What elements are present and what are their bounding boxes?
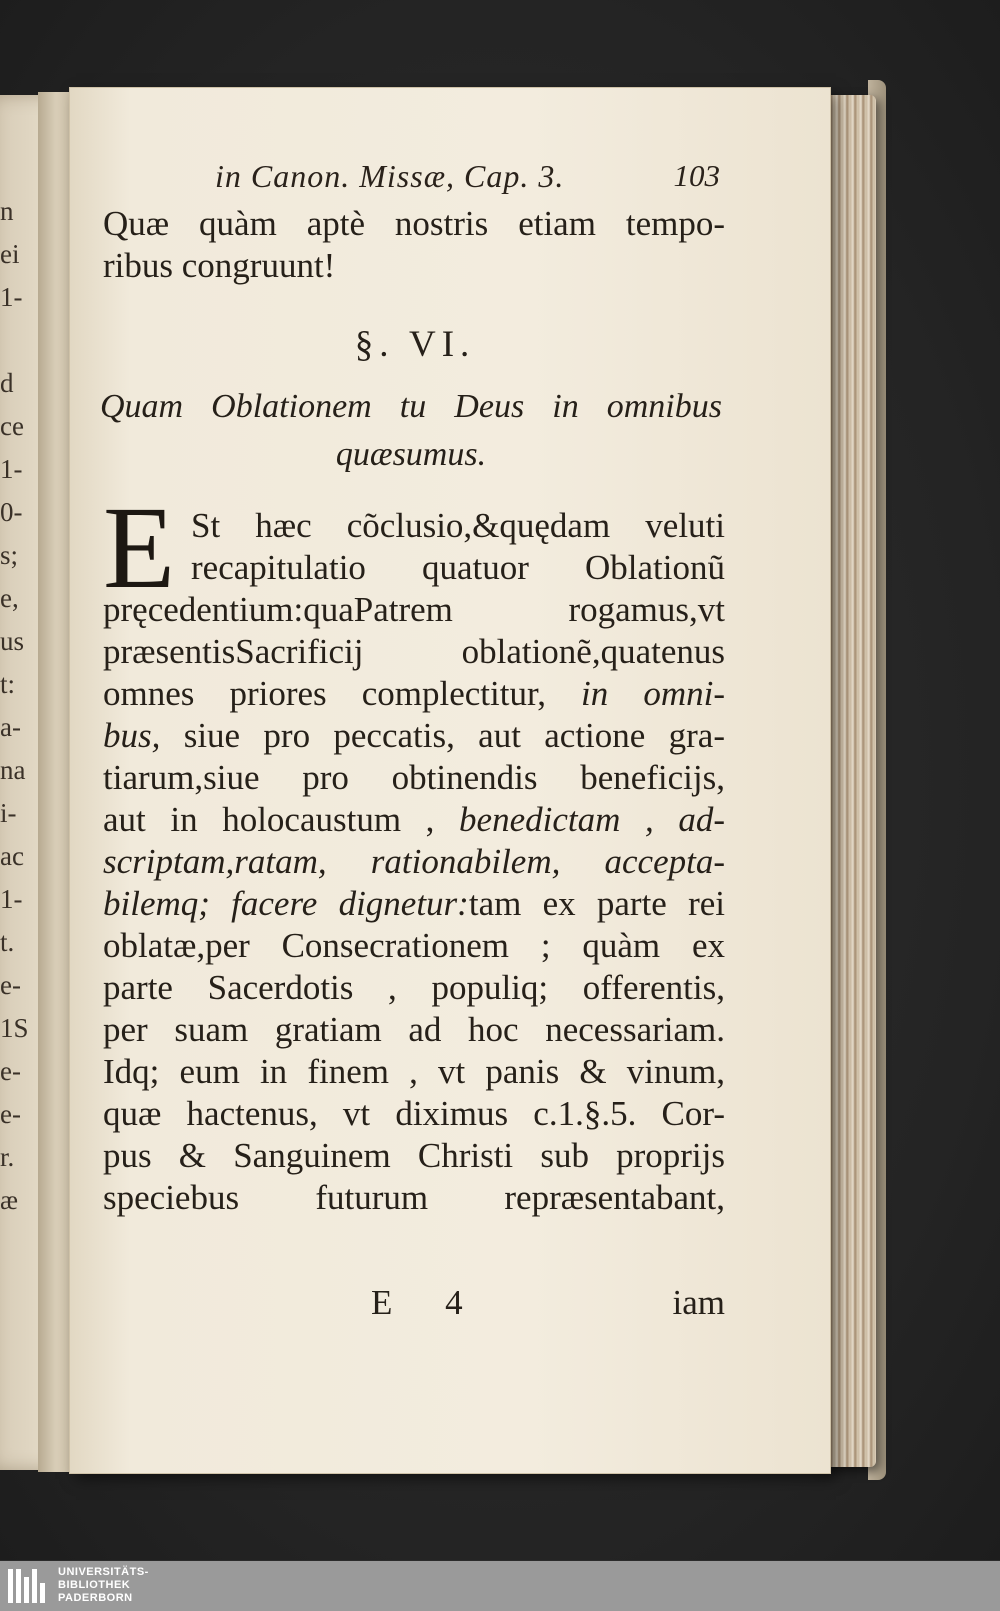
left-fragment: 1- xyxy=(0,884,23,914)
left-fragment: i- xyxy=(0,798,17,828)
text-run-italic: bilemq; facere dignetur: xyxy=(103,884,469,923)
left-fragment: r. xyxy=(0,1142,15,1172)
left-fragment: ei xyxy=(0,239,20,269)
left-fragment: n xyxy=(0,196,14,226)
text-line xyxy=(103,673,725,715)
text-run-italic: benedictam , ad- xyxy=(459,800,725,839)
section-mark: §. VI. xyxy=(354,324,476,365)
logo-line: PADERBORN xyxy=(58,1592,133,1604)
text-line: pręcedentium:quaPatrem rogamus,vt xyxy=(103,590,725,629)
text-line xyxy=(103,883,725,925)
text-run-italic: bus, xyxy=(103,716,161,755)
text-line: præsentisSacrificij oblationẽ,quatenus xyxy=(103,632,725,671)
left-fragment: e- xyxy=(0,1099,21,1129)
text-line: oblatæ,per Consecrationem ; quàm ex xyxy=(103,926,725,965)
body-text xyxy=(103,505,725,1219)
text-run: omnes priores complectitur, xyxy=(103,674,582,713)
left-fragment: ac xyxy=(0,841,24,871)
left-fragment: ce xyxy=(0,411,24,441)
text-line: speciebus futurum repræsentabant, xyxy=(103,1178,725,1217)
running-head: in Canon. Missæ, Cap. 3. xyxy=(215,158,565,194)
left-fragment: e, xyxy=(0,583,19,613)
left-fragment: 1- xyxy=(0,454,23,484)
catchword: iam xyxy=(672,1283,725,1322)
left-fragment: e- xyxy=(0,1056,21,1086)
heading-line: Quam Oblationem tu Deus in omnibus xyxy=(100,388,722,425)
left-fragment: a- xyxy=(0,712,21,742)
text-line: St hæc cõclusio,&quędam veluti xyxy=(191,506,725,545)
text-run-italic: in omni- xyxy=(581,674,725,713)
text-line: Idq; eum in finem , vt panis & vinum, xyxy=(103,1052,725,1091)
left-fragment: 1S xyxy=(0,1013,29,1043)
text-line: quæ hactenus, vt diximus c.1.§.5. Cor- xyxy=(103,1094,725,1133)
page-footer xyxy=(103,1283,725,1327)
heading-line: quæsumus. xyxy=(335,436,487,473)
left-fragment: t: xyxy=(0,669,16,699)
left-fragment: s; xyxy=(0,540,19,570)
left-fragment: na xyxy=(0,755,26,785)
left-fragment xyxy=(0,319,30,362)
text-line: Quæ quàm aptè nostris etiam tempo- xyxy=(103,204,725,243)
text-run: siue pro peccatis, aut actione gra- xyxy=(160,716,725,755)
left-fragment: us xyxy=(0,626,25,656)
page-number: 103 xyxy=(673,158,720,193)
left-fragment: t. xyxy=(0,927,15,957)
left-fragment: 1- xyxy=(0,282,23,312)
text-run: aut in holocaustum , xyxy=(103,800,460,839)
left-fragment: 0- xyxy=(0,497,23,527)
library-banner xyxy=(0,1561,1000,1611)
page-header xyxy=(215,158,720,202)
text-line: tiarum,siue pro obtinendis beneficijs, xyxy=(103,758,725,797)
text-line: parte Sacerdotis , populiq; offerentis, xyxy=(103,968,725,1007)
left-fragment: e- xyxy=(0,970,21,1000)
logo-line: BIBLIOTHEK xyxy=(58,1579,131,1591)
section-heading xyxy=(100,382,722,478)
library-logo-text xyxy=(58,1566,208,1605)
logo-line: UNIVERSITÄTS- xyxy=(58,1566,149,1578)
drop-cap: E xyxy=(103,482,176,613)
signature-mark: E 4 xyxy=(371,1283,485,1322)
left-fragment: æ xyxy=(0,1185,19,1215)
text-line xyxy=(103,715,725,757)
text-run: tam ex parte rei xyxy=(468,884,725,923)
left-page-fragments xyxy=(0,190,30,1222)
text-line: scriptam,ratam, rationabilem, accepta- xyxy=(103,842,725,881)
left-fragment: d xyxy=(0,368,14,398)
text-line xyxy=(103,799,725,841)
text-line: recapitulatio quatuor Oblationũ xyxy=(191,548,725,587)
text-line: per suam gratiam ad hoc necessariam. xyxy=(103,1010,725,1049)
library-logo-icon xyxy=(8,1569,52,1603)
text-line: pus & Sanguinem Christi sub proprijs xyxy=(103,1136,725,1175)
intro-text xyxy=(103,203,725,287)
text-line: ribus congruunt! xyxy=(103,246,336,285)
